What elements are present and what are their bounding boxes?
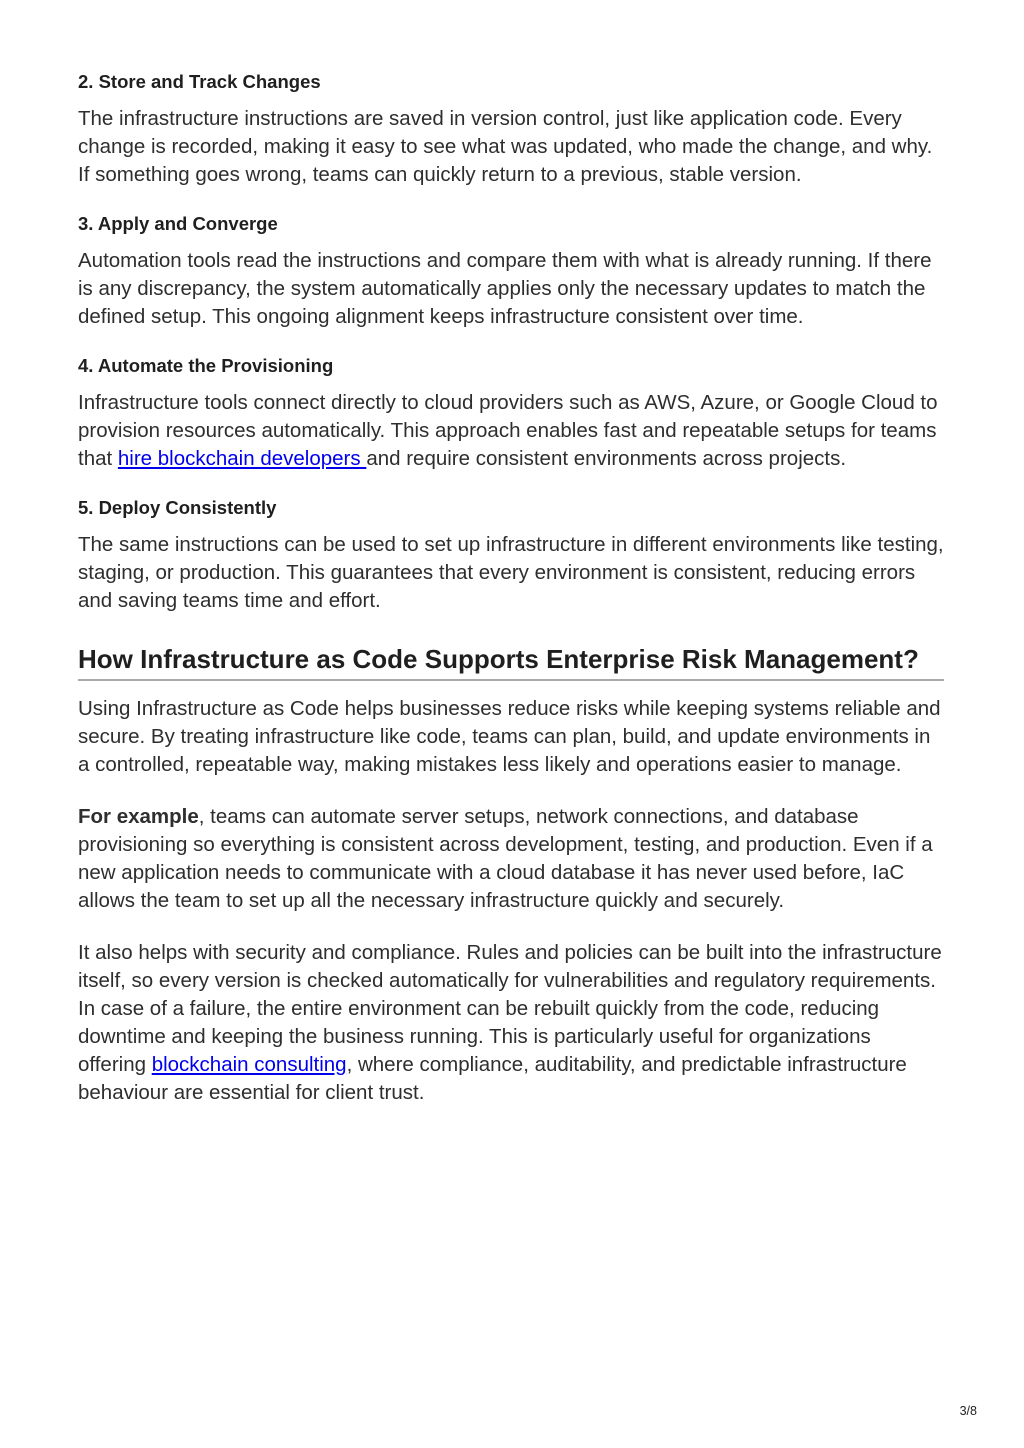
- section-heading-deploy-consistently: 5. Deploy Consistently: [78, 497, 277, 518]
- blockchain-consulting-link[interactable]: blockchain consulting: [151, 1053, 347, 1076]
- hire-blockchain-developers-link[interactable]: hire blockchain developers: [117, 447, 367, 470]
- paragraph-text-after-link: and require consistent environments across projects.: [366, 447, 847, 470]
- paragraph-apply-and-converge: Automation tools read the instructions and compare them with what is already running. If there is any discrepancy, the system automatically applies only the necessary updates to match the defined setup. This ongoing alignment keeps infrastructure consistent over time.: [78, 249, 932, 328]
- paragraph-text-after-link: , where compliance, auditability, and predictable infrastructure behaviour are essential for client trust.: [78, 1053, 907, 1104]
- for-example-bold-text: For example: [78, 805, 199, 828]
- paragraph-automate-the-provisioning: [78, 389, 944, 473]
- paragraph-store-and-track-changes: The infrastructure instructions are saved in version control, just like application code. Every change is recorded, making it easy to see what was updated, who made the change, and why. If something goes wrong, teams can quickly return to a previous, stable version.: [78, 107, 933, 186]
- section-heading-apply-and-converge: 3. Apply and Converge: [78, 213, 278, 234]
- paragraph-text: , teams can automate server setups, network connections, and database provisioning so everything is consistent across development, testing, and production. Even if a new application needs to communicate with a cloud database it has never used before, IaC allows the team to set up all the necessary infrastructure quickly and securely.: [78, 805, 933, 912]
- risk-management-heading: How Infrastructure as Code Supports Enterprise Risk Management?: [78, 644, 919, 674]
- paragraph-deploy-consistently: The same instructions can be used to set up infrastructure in different environments like testing, staging, or production. This guarantees that every environment is consistent, reducing errors and saving teams time and effort.: [78, 533, 944, 612]
- paragraph-for-example: [78, 803, 944, 915]
- page-number: 3/8: [959, 1404, 977, 1418]
- paragraph-text-before-link: It also helps with security and compliance. Rules and policies can be built into the infrastructure itself, so every version is checked automatically for vulnerabilities and regulatory requirements. In case of a failure, the entire environment can be rebuilt quickly from the code, reducing downtime and keeping the business running. This is particularly useful for organizations offering: [78, 941, 942, 1076]
- paragraph-risk-intro: Using Infrastructure as Code helps businesses reduce risks while keeping systems reliable and secure. By treating infrastructure like code, teams can plan, build, and update environments in a controlled, repeatable way, making mistakes less likely and operations easier to manage.: [78, 697, 941, 776]
- paragraph-security-compliance: [78, 939, 944, 1107]
- paragraph-text-before-link: Infrastructure tools connect directly to cloud providers such as AWS, Azure, or Google Cloud to provision resources automatically. This approach enables fast and repeatable setups for teams that: [78, 391, 938, 470]
- document-page: [78, 0, 944, 1107]
- section-heading-store-and-track-changes: 2. Store and Track Changes: [78, 71, 321, 92]
- heading-divider: [78, 679, 944, 681]
- section-heading-automate-the-provisioning: 4. Automate the Provisioning: [78, 355, 334, 376]
